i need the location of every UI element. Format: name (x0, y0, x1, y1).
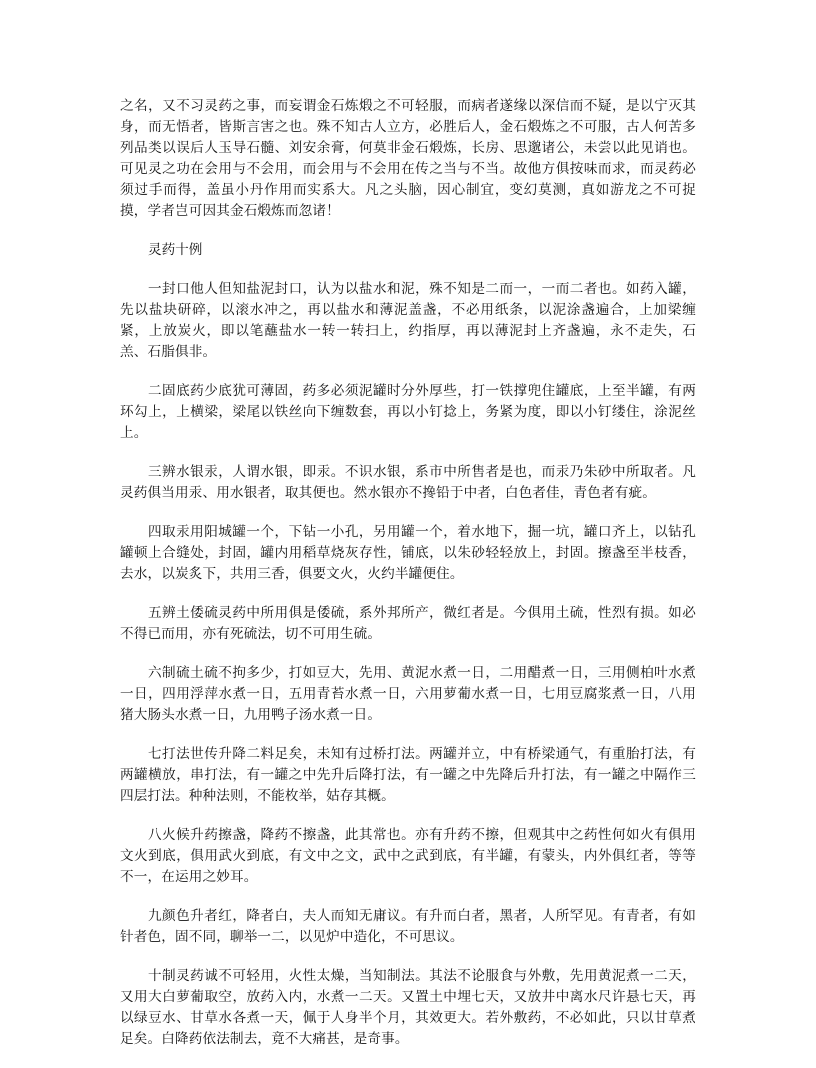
document-page (120, 96, 696, 1068)
paragraph-3: 三辨水银汞，人谓水银，即汞。不识水银，系市中所售者是也，而汞乃朱砂中所取者。凡灵药俱当用汞、用水银者，取其便也。然水银亦不搀铅于中者，白色者佳，青色者有疵。 (120, 464, 696, 501)
paragraph-7: 七打法世传升降二料足矣，未知有过桥打法。两罐并立，中有桥梁通气，有重胎打法，有两罐横放，串打法，有一罐之中先升后降打法，有一罐之中先降后升打法，有一罐之中隔作三四层打法。种种法则，不能枚举，姑存其概。 (120, 746, 696, 804)
intro-paragraph: 之名，又不习灵药之事，而妄谓金石炼煅之不可轻服，而病者遂缘以深信而不疑，是以宁灭其身，而无悟者，皆斯言害之也。殊不知古人立方，必胜后人，金石煅炼之不可服，古人何苦多列品类以误后人玉导石髓、刘安余膏，何莫非金石煅炼，长房、思邈诸公，未尝以此见诮也。可见灵之功在会用与不会用，而会用与不会用在传之当与不当。故他方俱按味而求，而灵药必须过手而得，盖虽小丹作用而实系大。凡之头脑，因心制宜，变幻莫测，真如游龙之不可捉摸，学者岂可因其金石煅炼而忽诸！ (120, 98, 696, 219)
section-heading: 灵药十例 (148, 242, 203, 258)
paragraph-1: 一封口他人但知盐泥封口，认为以盐水和泥，殊不知是二而一，一而二者也。如药入罐，先以盐块研碎，以滚水冲之，再以盐水和薄泥盖盏，不必用纸条，以泥涂盏遍合，上加梁缠紧，上放炭火，即以笔蘸盐水一转一转扫上，约指厚，再以薄泥封上齐盏遍，永不走失，石羔、石脂俱非。 (120, 281, 696, 360)
paragraph-6: 六制硫土硫不拘多少，打如豆大，先用、黄泥水煮一日，二用醋煮一日，三用侧柏叶水煮一日，四用浮萍水煮一日，五用青苔水煮一日，六用萝葡水煮一日，七用豆腐浆煮一日，八用猪大肠头水煮一日，九用鸭子汤水煮一日。 (120, 665, 696, 723)
paragraph-10: 十制灵药诚不可轻用，火性太燥，当知制法。其法不论服食与外敷，先用黄泥煮一二天，又用大白萝葡取空，放药入内，水煮一二天。又置土中埋七天，又放井中离水尺许悬七天，再以绿豆水、甘草水各煮一天，佩于人身半个月，其效更大。若外敷药，不必如此，只以甘草煮足矣。白降药依法制去，竟不大痛甚，是奇事。 (120, 968, 696, 1047)
paragraph-4: 四取汞用阳城罐一个，下钻一小孔，另用罐一个，着水地下，掘一坑，罐口齐上，以钻孔罐顿上合缝处，封固，罐内用稻草烧灰存性，铺底，以朱砂轻轻放上，封固。擦盏至半枝香，去水，以炭炙下，共用三香，俱要文火，火约半罐便住。 (120, 524, 696, 582)
paragraph-2: 二固底药少底犹可薄固，药多必须泥罐时分外厚些，打一铁撑兜住罐底，上至半罐，有两环勾上，上横梁，梁尾以铁丝向下缠数套，再以小钉捻上，务紧为度，即以小钉缕住，涂泥丝上。 (120, 383, 696, 441)
paragraph-5: 五辨土倭硫灵药中所用俱是倭硫，系外邦所产，微红者是。今俱用土硫，性烈有损。如必不得已而用，亦有死硫法，切不可用生硫。 (120, 605, 696, 642)
paragraph-8: 八火候升药擦盏，降药不擦盏，此其常也。亦有升药不擦，但观其中之药性何如火有俱用文火到底，俱用武火到底，有文中之文，武中之武到底，有半罐，有蒙头，内外俱红者，等等不一，在运用之妙耳。 (120, 827, 696, 885)
paragraph-9: 九颜色升者红，降者白，夫人而知无庸议。有升而白者，黑者，人所罕见。有青者，有如针者色，固不同，聊举一二，以见炉中造化，不可思议。 (120, 908, 696, 945)
